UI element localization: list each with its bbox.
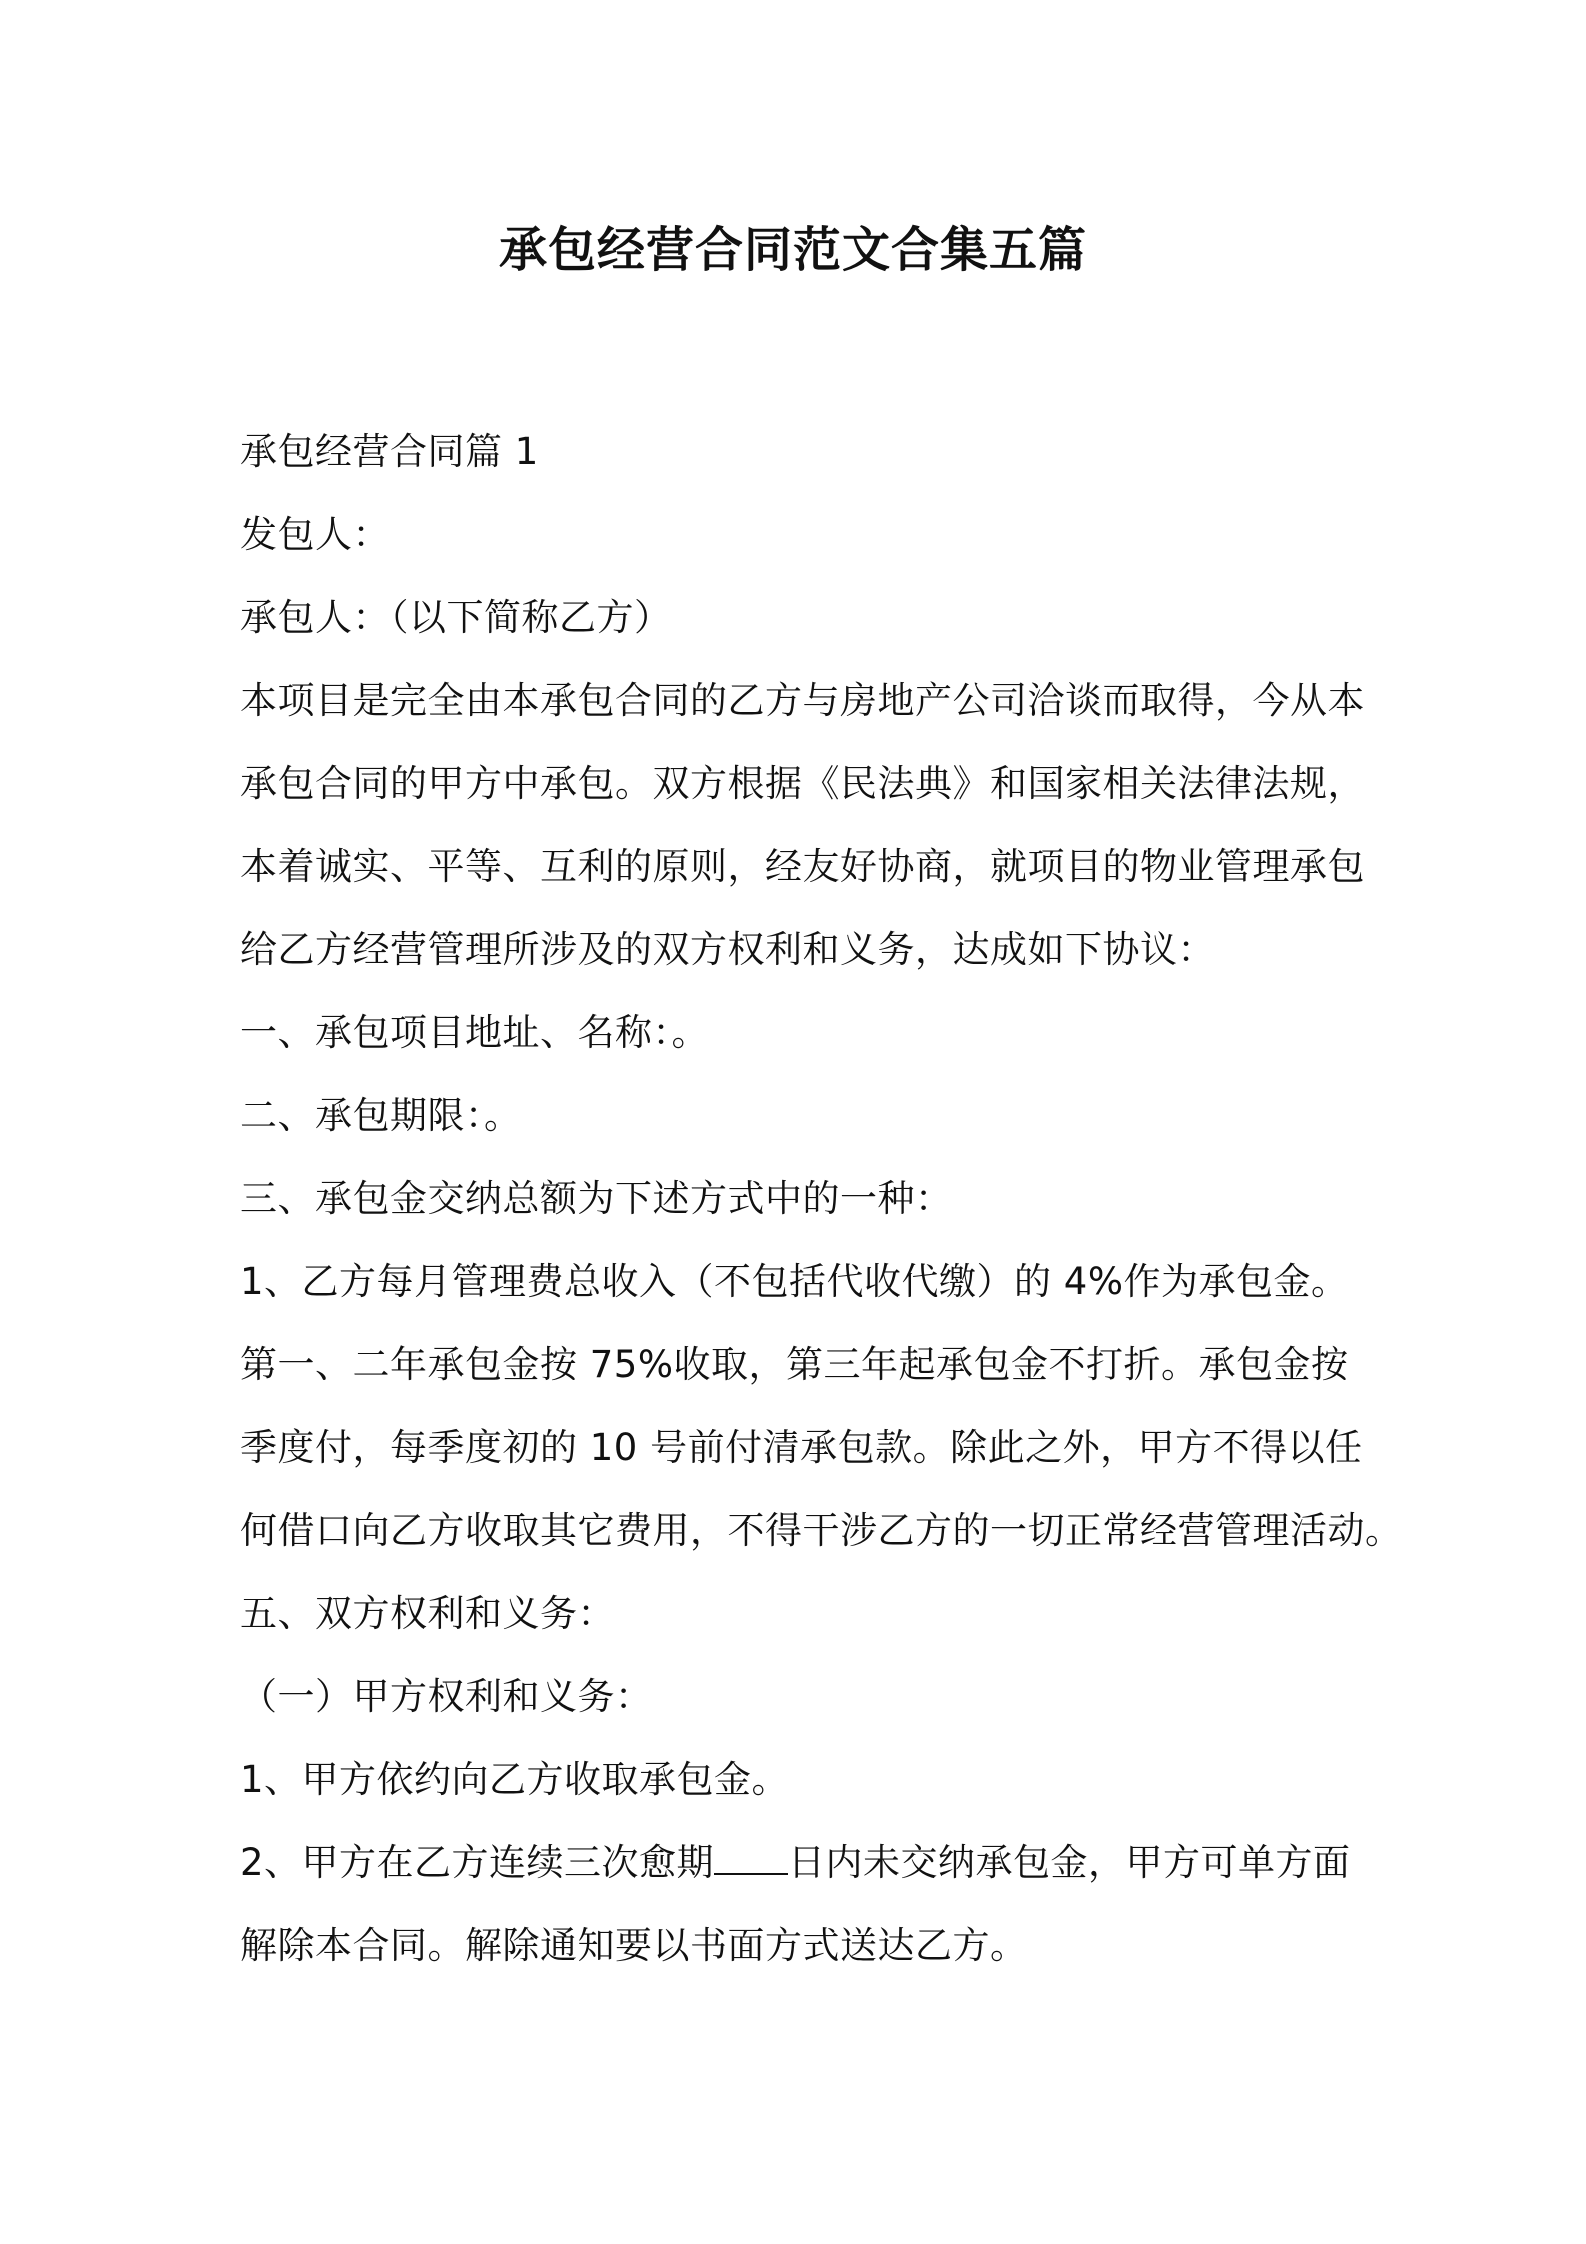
paragraph-line: 本着诚实、平等、互利的原则，经友好协商，就项目的物业管理承包: [240, 845, 1365, 888]
paragraph-line: 解除本合同。解除通知要以书面方式送达乙方。: [240, 1924, 1028, 1967]
paragraph-line-with-blank: [240, 1821, 1400, 1904]
paragraph-line: 承包人：（以下简称乙方）: [240, 596, 672, 639]
paragraph-line: 本项目是完全由本承包合同的乙方与房地产公司洽谈而取得，今从本: [240, 679, 1365, 722]
paragraph-line: 给乙方经营管理所涉及的双方权利和义务，达成如下协议：: [240, 928, 1215, 971]
paragraph-line: 二、承包期限：。: [240, 1094, 522, 1137]
paragraph-line: 一、承包项目地址、名称：。: [240, 1011, 709, 1054]
paragraph-line: 1、乙方每月管理费总收入（不包括代收代缴）的 4%作为承包金。: [240, 1260, 1349, 1303]
paragraph-line: （一）甲方权利和义务：: [240, 1675, 653, 1718]
paragraph-line: 承包合同的甲方中承包。双方根据《民法典》和国家相关法律法规，: [240, 762, 1365, 805]
paragraph-line: 发包人：: [240, 513, 390, 556]
document-body: [240, 410, 1403, 1987]
paragraph-line: 何借口向乙方收取其它费用，不得干涉乙方的一切正常经营管理活动。: [240, 1509, 1403, 1552]
line-text-before-blank: 2、甲方在乙方连续三次愈期: [240, 1841, 715, 1884]
document-title: 承包经营合同范文合集五篇: [498, 222, 1087, 278]
paragraph-line: 1、甲方依约向乙方收取承包金。: [240, 1758, 790, 1801]
paragraph-line: 第一、二年承包金按 75%收取，第三年起承包金不打折。承包金按: [240, 1343, 1349, 1386]
paragraph-line: 季度付，每季度初的 10 号前付清承包款。除此之外，甲方不得以任: [240, 1426, 1363, 1469]
fill-in-blank: [714, 1843, 788, 1875]
line-text-after-blank: 日内未交纳承包金，甲方可单方面: [788, 1841, 1351, 1884]
paragraph-line: 三、承包金交纳总额为下述方式中的一种：: [240, 1177, 953, 1220]
section-heading: 承包经营合同篇 1: [240, 430, 539, 473]
paragraph-line: 五、双方权利和义务：: [240, 1592, 615, 1635]
